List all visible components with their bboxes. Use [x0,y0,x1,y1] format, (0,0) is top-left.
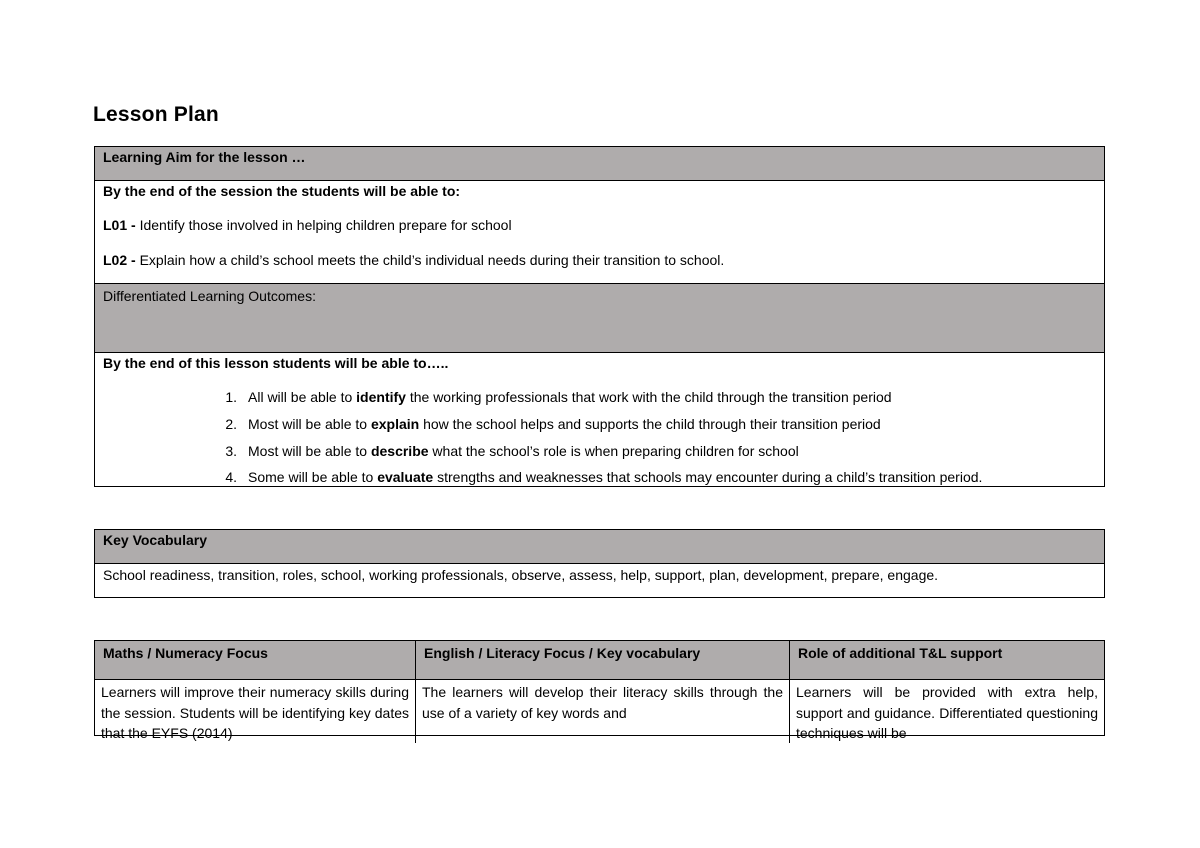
outcome-text: Most will be able to [248,443,371,459]
outcome-text: the working professionals that work with the child through the transition period [405,389,892,405]
learning-aim-row [95,147,1104,181]
key-vocabulary-header-row [95,530,1104,564]
outcomes-heading: By the end of this lesson students will be able to….. [103,355,449,371]
outcome-keyword: evaluate [377,469,434,485]
learning-aim-label: Learning Aim for the lesson … [103,149,306,165]
objectives-row [95,181,1104,284]
outcome-text: All will be able to [248,389,357,405]
outcome-text: how the school helps and supports the child through their transition period [419,416,881,432]
objective-item [103,252,724,268]
key-vocabulary-body-row [95,564,1104,597]
outcome-keyword: explain [370,416,420,432]
outcome-text: strengths and weaknesses that schools may encounter during a child’s transition period. [433,469,983,485]
outcomes-row [95,353,1104,486]
outcome-number: 4. [225,469,237,485]
page-title: Lesson Plan [93,103,219,126]
outcome-text: Some will be able to [248,469,378,485]
focus-table [94,640,1105,741]
column-header: Role of additional T&L support [790,641,1104,680]
outcome-keyword: identify [356,389,406,405]
key-vocabulary-heading: Key Vocabulary [103,532,208,548]
column-header: English / Literacy Focus / Key vocabulary [416,641,789,680]
focus-grid [95,641,1104,743]
objectives-heading: By the end of the session the students will be able to: [103,183,461,199]
learning-aim-table [94,146,1105,487]
differentiated-outcomes-row [95,284,1104,353]
maths-focus-column [95,641,416,743]
outcome-text: what the school’s role is when preparing children for school [428,443,799,459]
outcome-keyword: describe [370,443,429,459]
key-vocabulary-table [94,529,1105,598]
objective-code: L01 - [103,217,140,233]
differentiated-outcomes-label: Differentiated Learning Outcomes: [103,288,316,304]
objective-text: Identify those involved in helping children prepare for school [139,217,512,233]
outcome-number: 1. [225,389,237,405]
support-role-column [790,641,1104,743]
english-focus-column [416,641,790,743]
outcome-number: 2. [225,416,237,432]
column-body: The learners will develop their literacy skills through the use of a variety of key words and [422,684,783,721]
objective-text: Explain how a child’s school meets the child’s individual needs during their transition to school. [139,252,725,268]
outcome-number: 3. [225,443,237,459]
objective-code: L02 - [103,252,140,268]
outcome-text: Most will be able to [248,416,371,432]
column-body: Learners will be provided with extra help, support and guidance. Differentiated questioning techniques will be [796,684,1098,741]
column-body: Learners will improve their numeracy skills during the session. Students will be identifying key dates that the EYFS (2014) [101,684,409,741]
key-vocabulary-text: School readiness, transition, roles, school, working professionals, observe, assess, help, support, plan, development, prepare, engage. [103,567,939,583]
column-header: Maths / Numeracy Focus [95,641,415,680]
objective-item [103,217,512,233]
